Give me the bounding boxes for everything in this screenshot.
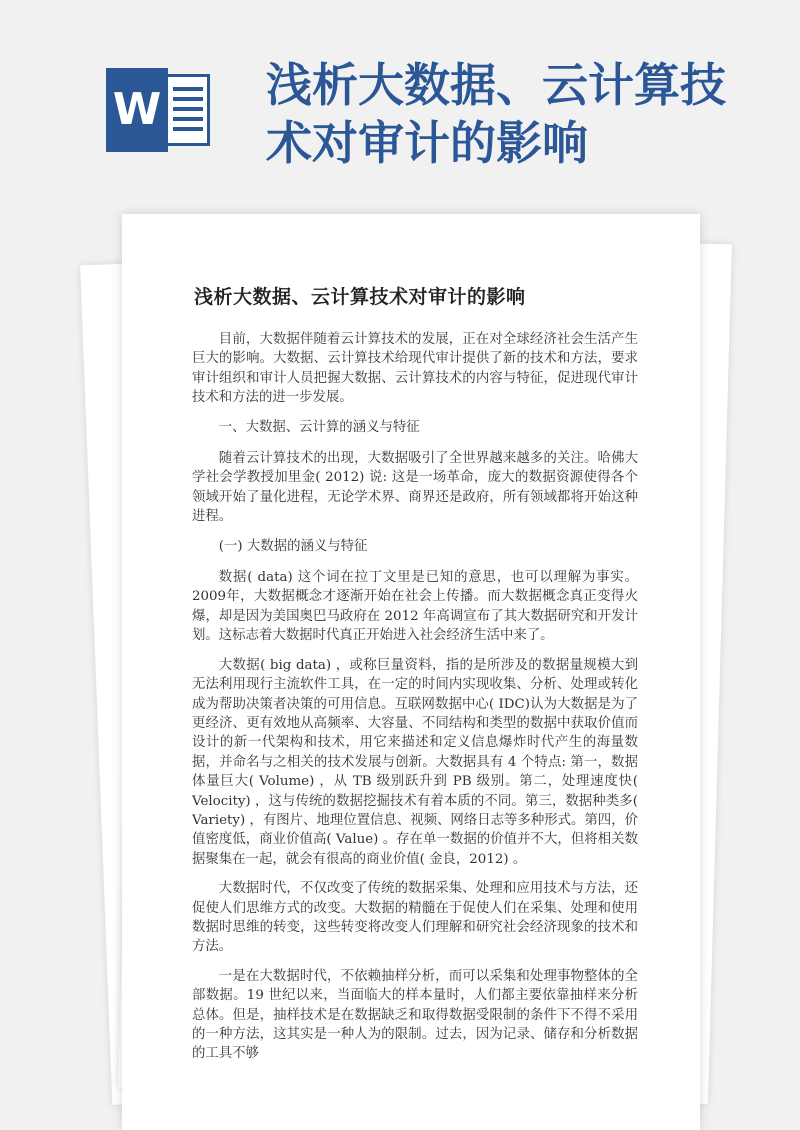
document-body [192,330,638,1074]
section-heading: 一、大数据、云计算的涵义与特征 [218,419,420,435]
paragraph: 大数据( big data) ，或称巨量资料，指的是所涉及的数据量规模大到无法利用现行主流软件工具，在一定的时间内实现收集、分析、处理或转化成为帮助决策者决策的可用信息。互联网数据中心( IDC)认为大数据是为了更经济、更有效地从高频率、大容量、不同结构和类型的数据中获取价值而设计的新一代架构和技术，用它来描述和定义信息爆炸时代产生的海量数据，并命名与之相关的技术发展与创新。大数据具有 4 个特点: 第一，数据体量巨大( Volume) ，从 TB 级别跃升到 PB 级别。第二，处理速度快( Velocity) ，这与传统的数据挖掘技术有着本质的不同。第三，数据种类多( Variety) ，有图片、地理位置信息、视频、网络日志等多种形式。第四，价值密度低，商业价值高( Value) 。存在单一数据的价值并不大，但将相关数据聚集在一起，就会有很高的商业价值( 金良，2012) 。 [192,657,638,867]
document-title: 浅析大数据、云计算技术对审计的影响 [194,286,526,308]
word-logo-letter: W [106,68,168,152]
banner-title: 浅析大数据、云计算技术对审计的影响 [266,58,726,170]
paragraph: 目前，大数据伴随着云计算技术的发展，正在对全球经济社会生活产生巨大的影响。大数据、云计算技术给现代审计提供了新的技术和方法，要求审计组织和审计人员把握大数据、云计算技术的内容与特征，促进现代审计技术和方法的进一步发展。 [192,332,638,406]
paragraph: 数据( data) 这个词在拉丁文里是已知的意思，也可以理解为事实。2009年，大数据概念才逐渐开始在社会上传播。而大数据概念真正变得火爆，却是因为美国奥巴马政府在 2012 年高调宣布了其大数据研究和开发计划。这标志着大数据时代真正开始进入社会经济生活中来了。 [192,570,638,644]
paragraph: 一是在大数据时代，不依赖抽样分析，而可以采集和处理事物整体的全部数据。19 世纪以来，当面临大的样本量时，人们都主要依靠抽样来分析总体。但是，抽样技术是在数据缺乏和取得数据受限制的条件下不得不采用的一种方法，这其实是一种人为的限制。过去，因为记录、储存和分析数据的工具不够 [192,968,638,1062]
document-page [122,214,700,1130]
subsection-heading: (一) 大数据的涵义与特征 [218,538,368,554]
paragraph: 随着云计算技术的出现，大数据吸引了全世界越来越多的关注。哈佛大学社会学教授加里金( 2012) 说: 这是一场革命，庞大的数据资源使得各个领域开始了量化进程，无论学术界、商界还是政府，所有领域都将开始这种进程。 [192,451,638,525]
paragraph: 大数据时代，不仅改变了传统的数据采集、处理和应用技术与方法，还促使人们思维方式的改变。大数据的精髓在于促使人们在采集、处理和使用数据时思维的转变，这些转变将改变人们理解和研究社会经济现象的技术和方法。 [192,881,638,955]
word-document-icon [106,60,216,160]
banner [0,0,800,200]
